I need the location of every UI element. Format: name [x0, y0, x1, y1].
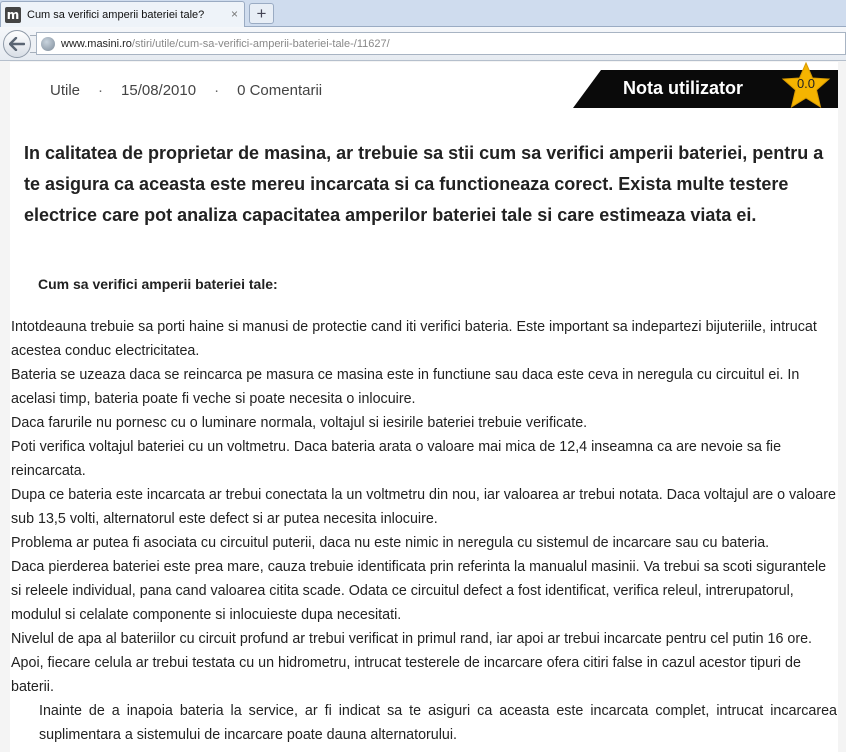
paragraph: Daca farurile nu pornesc cu o luminare normala, voltajul si iesirile bateriei trebuie verificate. [11, 415, 588, 431]
url-path: /stiri/utile/cum-sa-verifici-amperii-bateriei-tale-/11627/ [131, 37, 390, 50]
paragraph: Intotdeauna trebuie sa porti haine si manusi de protectie cand iti verifici bateria. Este important sa indepartezi bijuteriile, intrucat acestea conduc electricitatea. [11, 319, 817, 359]
article-page [10, 62, 838, 752]
paragraph: Daca pierderea bateriei este prea mare, cauza trebuie identificata prin referinta la manualul masinii. Va trebui sa scoti sigurantele si releele individual, pana cand valoarea citita scade. Odata ce circuitul defect a fost identificat, verifica releul, intrerupatorul, modulul si celalate componente si inlocuieste dupa necesitati. [11, 559, 827, 623]
url-host: www.masini.ro [61, 37, 132, 50]
meta-separator: · [214, 82, 220, 99]
site-favicon-icon: m [6, 7, 20, 22]
address-bar[interactable] [36, 32, 846, 55]
rating-value: 0.0 [796, 76, 816, 91]
rating-label: Nota utilizator [623, 78, 743, 98]
paragraph: Problema ar putea fi asociata cu circuitul puterii, daca nu este nimic in neregula cu sistemul de incarcare sau cu bateria. [11, 535, 770, 551]
article-date: 15/08/2010 [121, 82, 197, 99]
article-body [11, 315, 837, 747]
article-lead: In calitatea de proprietar de masina, ar trebuie sa stii cum sa verifici amperii bateriei, pentru a te asigura ca aceasta este mereu incarcata si ca functioneaza corect. Exista multe testere electrice care pot analiza capacitatea amperilor bateriei tale si care estimeaza viata ei. [24, 143, 824, 225]
article-subheading: Cum sa verifici amperii bateriei tale: [38, 276, 278, 292]
new-tab-button[interactable]: + [249, 3, 274, 24]
back-arrow-icon [9, 37, 25, 51]
tab-title: Cum sa verifici amperii bateriei tale? [27, 8, 205, 21]
paragraph: Poti verifica voltajul bateriei cu un voltmetru. Daca bateria arata o valoare mai mica de 12,4 inseamna ca are nevoie sa fie reincarcata. [11, 439, 782, 479]
url-text [61, 38, 390, 50]
close-tab-icon[interactable]: × [230, 7, 238, 21]
paragraph: Inainte de a inapoia bateria la service, ar fi indicat sa te asiguri ca aceasta este incarcata complet, intrucat incarcarea suplimentara a sistemului de incarcare poate dauna alternatorului. [39, 703, 837, 743]
article-meta [50, 82, 322, 99]
paragraph: Bateria se uzeaza daca se reincarca pe masura ce masina este in functiune sau daca este ceva in neregula cu circuitul ei. In acelasi timp, bateria poate fi veche si poate necesita o inlocuire. [11, 367, 800, 407]
paragraph: Nivelul de apa al bateriilor cu circuit profund ar trebui verificat in primul rand, iar apoi ar trebui incarcate pentru cel putin 16 ore. Apoi, fiecare celula ar trebui testata cu un hidrometru, intrucat testerele de incarcare ofera citiri false in cazul acestor tipuri de baterii. [11, 631, 813, 695]
paragraph: Dupa ce bateria este incarcata ar trebui conectata la un voltmetru din nou, iar valoarea ar trebui notata. Daca voltajul are o valoare sub 13,5 volti, alternatorul este defect si ar putea necesita inlocuire. [11, 487, 836, 527]
meta-separator: · [98, 82, 104, 99]
user-rating-band [573, 70, 838, 108]
globe-icon [41, 37, 55, 51]
browser-tab[interactable] [0, 1, 245, 27]
back-button[interactable] [3, 30, 31, 58]
category-link[interactable]: Utile [50, 82, 81, 99]
navigation-bar [0, 27, 846, 61]
tab-bar [0, 0, 846, 27]
comments-link[interactable]: 0 Comentarii [237, 82, 323, 99]
